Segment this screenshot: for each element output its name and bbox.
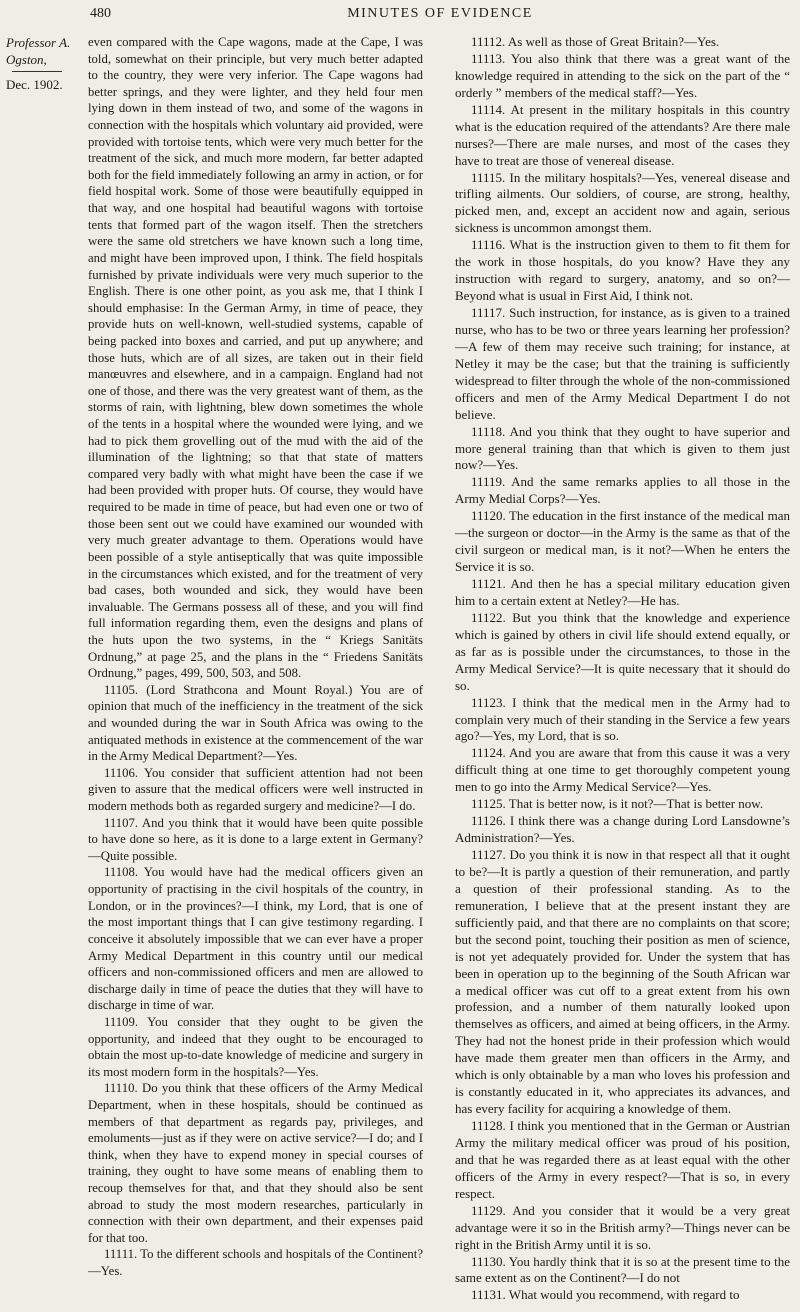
paragraph: even compared with the Cape wagons, made at the Cape, I was told, somewhat on their principle, but very much better adapted to the country, they were very inferior. The Cape wagons had better springs, and they were lighter, and they held four men lying down in them instead of two, and some of the wagons in connection with the hospitals which voluntary aid provided, were provided with tortoise tents, which were very much better for the treatment of the sick, and much more modern, far better adapted both for the field immediately following an army in action, or for field hospital work. Some of those were beautifully equipped in that way, and one hospital had beautiful wagons with tortoise tents that formed part of the wagon itself. Then the stretchers were the same old stretchers we have known such a long time, and might have been improved upon, I think. The field hospitals furnished by private individuals were very much superior to the English. There is one other point, as you ask me, that I think I should emphasise: In the German Army, in time of peace, they provide huts on well-known, well-studied systems, capable of being packed into boxes and carried, and put up anywhere; and those huts, which are of all sizes, are taken out in their field manœuvres and elsewhere, and in a campaign. England had not one of those, and there was the very greatest want of them, as the storms of rain, with lightning, blew down sometimes the whole of the tents in a hospital where the wounded were lying, and we had to pick them grovelling out of the mud with the aid of the illumination of the lightning; so that that state of matters compared very badly with what might have been the case if we had been provided with proper huts. Of course, they would have required to be made in time of peace, but had even one or two of those been sent out we could have examined our wounded with very much greater advantage to them. Operations would have been possible of a style antiseptically that was quite impossible in the circumstances which existed, and for the treatment of very bad cases, both wounded and sick, they would have been invaluable. The Germans possess all of these, and you will find full information regarding them, even the designs and plans of the huts upon the two systems, in the “ Kriegs Sanitäts Ordnung,” at page 25, and the plans in the “ Friedens Sanitäts Ordnung,” pages, 499, 500, 503, and 508. bbox=[88, 35, 423, 681]
paragraph: 11105. (Lord Strathcona and Mount Royal.) You are of opinion that much of the inefficiency in the treatment of the sick and wounded during the war in South Africa was owing to the antiquated methods in existence at the commencement of the war in the Army Medical Department?—Yes. bbox=[88, 682, 423, 764]
margin-rule bbox=[12, 71, 62, 72]
paragraph: 11114. At present in the military hospitals in this country what is the education required of the attendants? Are there male nurses?—There are male nurses, and most of the cases they have to treat are those of venereal disease. bbox=[455, 101, 790, 168]
margin-note bbox=[6, 34, 76, 93]
paragraph: 11121. And then he has a special military education given him to a certain extent at Netley?—He has. bbox=[455, 576, 790, 608]
paragraph: 11106. You consider that sufficient attention had not been given to assure that the medical officers were well instructed in modern methods both as regarded surgery and medicine?—I do. bbox=[88, 765, 423, 814]
evidence-date: Dec. 1902. bbox=[6, 77, 63, 92]
paragraph: 11131. What would you recommend, with regard to bbox=[471, 1287, 740, 1303]
right-column bbox=[455, 34, 790, 1304]
paragraph: 11116. What is the instruction given to them to fit them for the work in those hospitals, do you know? Have they any instruction with regard to surgery, anatomy, and so on?—Beyond what is usual in First Aid, I think not. bbox=[455, 237, 790, 304]
witness-name: Professor A. Ogston, bbox=[6, 35, 71, 67]
paragraph: 11107. And you think that it would have been quite possible to have done so here, as it is done to a large extent in Germany?—Quite possible. bbox=[88, 815, 423, 863]
paragraph: 11126. I think there was a change during Lord Lansdowne’s Administration?—Yes. bbox=[455, 813, 790, 846]
paragraph: 11113. You also think that there was a great want of the knowledge required in attending to the sick on the part of the “ orderly ” members of the medical staff?—Yes. bbox=[455, 50, 790, 100]
paragraph: 11109. You consider that they ought to be given the opportunity, and indeed that they ought to be encouraged to obtain the most up-to-date knowledge of medicine and surgery in its most modern form in the hospitals?—Yes. bbox=[88, 1014, 423, 1079]
paragraph: 11119. And the same remarks applies to all those in the Army Medial Corps?—Yes. bbox=[455, 474, 790, 507]
paragraph: 11124. And you are aware that from this cause it was a very difficult thing at one time to get thoroughly competent young men to go into the Army Medical Service?—Yes. bbox=[455, 745, 790, 795]
paragraph: 11122. But you think that the knowledge and experience which is gained by others in civil life should extend equally, or as far as is possible under the circumstances, to those in the Army Medical Service?—It is quite necessary that it should do so. bbox=[455, 609, 790, 693]
page-number: 480 bbox=[90, 6, 111, 21]
paragraph: 11125. That is better now, is it not?—That is better now. bbox=[471, 796, 764, 812]
paragraph: 11127. Do you think it is now in that respect all that it ought to be?—It is partly a question of their remuneration, and partly a question of their professional standing. As to the remuneration, I believe that at the present instant they are sufficiently paid, and that there are no complaints on that score; but the second point, touching their position as men of science, is not yet adequately provided for. Under the system that has been in operation up to the beginning of the South African war a medical officer was cut off to a great extent from his own profession, and a number of them naturally looked upon themselves as officers, and aimed at being officers, in the Army. They had not the honest pride in their profession which would have made them greater men than officers in the Army, and which is only obtainable by a man who loves his profession and is constantly educated in it, who appreciates its advances, and has every facility for acquiring a knowledge of them. bbox=[455, 847, 790, 1117]
paragraph: 11128. I think you mentioned that in the German or Austrian Army the military medical officer was proud of his position, and that he was regarded there as at least equal with the other officers of the Army in every respect?—That is so, in every respect. bbox=[455, 1118, 790, 1201]
paragraph: 11129. And you consider that it would be a very great advantage were it so in the British army?—Things never can be right in the British Army until it is so. bbox=[455, 1202, 790, 1252]
paragraph: 11111. To the different schools and hospitals of the Continent?—Yes. bbox=[88, 1247, 423, 1279]
paragraph: 11118. And you think that they ought to have superior and more general training than that which is given to them just now?—Yes. bbox=[455, 423, 790, 473]
paragraph: 11112. As well as those of Great Britain?—Yes. bbox=[471, 34, 720, 49]
paragraph: 11120. The education in the first instance of the medical man—the surgeon or doctor—in the Army is the same as that of the civil surgeon or medical man, is it not?—When he enters the Service it is so. bbox=[455, 508, 790, 575]
paragraph: 11108. You would have had the medical officers given an opportunity of practising in the civil hospitals of the country, in London, or in the provinces?—I think, my Lord, that is one of the most important things that I can give testimony regarding. I conceive it absolutely impossible that we can ever have a proper Army Medical Department in this country until our medical officers and non-commissioned officers and men are allowed to discharge daily in time of peace the duties that they will have to discharge in time of war. bbox=[88, 865, 423, 1013]
left-column bbox=[88, 34, 423, 1280]
paragraph: 11115. In the military hospitals?—Yes, venereal disease and trifling ailments. Our soldiers, of course, are strong, healthy, picked men, and, except an accident now and again, serious sickness is uncommon amongst them. bbox=[455, 169, 790, 236]
page-header bbox=[90, 6, 790, 32]
paragraph: 11117. Such instruction, for instance, as is given to a trained nurse, who has to be two or three years learning her profession?—A few of them may receive such training; for instance, at Netley it may be the case; but that the training is sufficiently widespread to filter through the whole of the non-commissioned officers and men of the Army Medical Department I do not believe. bbox=[455, 305, 790, 422]
running-head: MINUTES OF EVIDENCE bbox=[347, 6, 533, 21]
paragraph: 11123. I think that the medical men in the Army had to complain very much of their standing in the Service a few years ago?—Yes, my Lord, that is so. bbox=[455, 694, 790, 744]
paragraph: 11110. Do you think that these officers of the Army Medical Department, when in these hospitals, should be continued as members of that department as regards pay, privileges, and emoluments—just as if they were on active service?—I do; and I think, when they have to expend money in special courses of training, they ought to have some means of enabling them to recoup themselves for that, and that they should also be sent abroad to study the most modern researches, particularly in connection with their own department, and their expenses paid for that too. bbox=[88, 1081, 423, 1245]
paragraph: 11130. You hardly think that it is so at the present time to the same extent as on the Continent?—I do not bbox=[455, 1253, 790, 1286]
